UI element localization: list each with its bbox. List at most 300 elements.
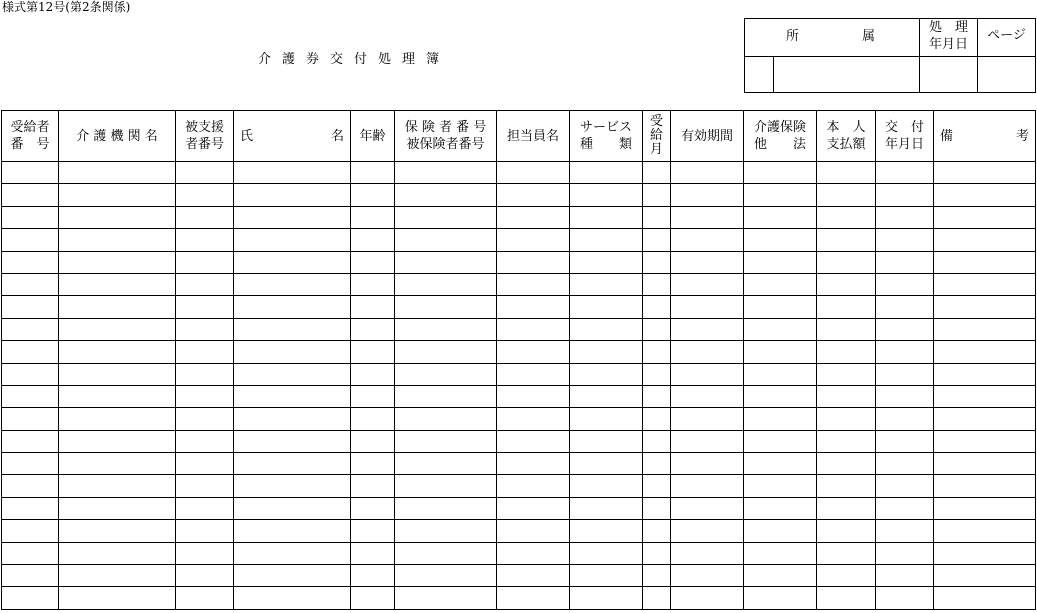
table-cell[interactable] (643, 341, 671, 363)
table-cell[interactable] (234, 318, 351, 340)
table-cell[interactable] (643, 497, 671, 519)
table-cell[interactable] (59, 184, 176, 206)
table-cell[interactable] (671, 184, 744, 206)
table-cell[interactable] (876, 162, 934, 184)
table-cell[interactable] (570, 385, 643, 407)
table-cell[interactable] (671, 453, 744, 475)
table-cell[interactable] (744, 296, 817, 318)
table-cell[interactable] (744, 363, 817, 385)
table-cell[interactable] (234, 542, 351, 564)
table-cell[interactable] (2, 363, 59, 385)
table-cell[interactable] (817, 162, 876, 184)
table-cell[interactable] (176, 497, 234, 519)
table-cell[interactable] (570, 453, 643, 475)
table-cell[interactable] (744, 565, 817, 587)
table-cell[interactable] (395, 565, 497, 587)
table-cell[interactable] (59, 475, 176, 497)
table-cell[interactable] (497, 520, 570, 542)
table-cell[interactable] (744, 520, 817, 542)
table-cell[interactable] (817, 341, 876, 363)
table-cell[interactable] (671, 565, 744, 587)
table-cell[interactable] (671, 206, 744, 228)
table-cell[interactable] (817, 408, 876, 430)
table-cell[interactable] (570, 162, 643, 184)
table-cell[interactable] (59, 430, 176, 452)
table-cell[interactable] (234, 565, 351, 587)
table-cell[interactable] (351, 296, 395, 318)
table-cell[interactable] (744, 542, 817, 564)
table-row (2, 229, 1036, 251)
table-cell[interactable] (2, 251, 59, 273)
table-cell[interactable] (744, 453, 817, 475)
table-cell[interactable] (934, 273, 1036, 295)
table-cell[interactable] (2, 318, 59, 340)
table-cell[interactable] (671, 430, 744, 452)
table-cell[interactable] (395, 184, 497, 206)
table-cell[interactable] (176, 296, 234, 318)
table-cell[interactable] (59, 273, 176, 295)
table-cell[interactable] (643, 273, 671, 295)
table-cell[interactable] (876, 251, 934, 273)
table-cell[interactable] (351, 453, 395, 475)
table-cell[interactable] (643, 430, 671, 452)
col-recipient-number: 受給者 番 号 (2, 111, 59, 162)
table-cell[interactable] (671, 229, 744, 251)
table-row (2, 475, 1036, 497)
table-cell[interactable] (643, 542, 671, 564)
table-cell[interactable] (2, 520, 59, 542)
ledger-body (2, 162, 1036, 610)
table-cell[interactable] (176, 162, 234, 184)
table-cell[interactable] (817, 542, 876, 564)
table-cell[interactable] (395, 296, 497, 318)
table-cell[interactable] (570, 497, 643, 519)
document-title: 介護券交付処理簿 (258, 52, 451, 67)
table-cell[interactable] (570, 475, 643, 497)
table-cell[interactable] (176, 341, 234, 363)
table-cell[interactable] (671, 497, 744, 519)
table-cell[interactable] (497, 184, 570, 206)
table-cell[interactable] (744, 251, 817, 273)
table-cell[interactable] (934, 475, 1036, 497)
table-cell[interactable] (2, 341, 59, 363)
table-cell[interactable] (2, 430, 59, 452)
table-cell[interactable] (234, 520, 351, 542)
table-cell[interactable] (351, 587, 395, 609)
table-cell[interactable] (351, 206, 395, 228)
table-cell[interactable] (744, 430, 817, 452)
table-cell[interactable] (176, 475, 234, 497)
table-cell[interactable] (2, 475, 59, 497)
table-cell[interactable] (497, 341, 570, 363)
col-insurer-number: 保 険 者 番 号 被保険者番号 (395, 111, 497, 162)
table-cell[interactable] (497, 251, 570, 273)
table-cell[interactable] (934, 520, 1036, 542)
table-cell[interactable] (643, 520, 671, 542)
table-cell[interactable] (351, 273, 395, 295)
table-cell[interactable] (395, 251, 497, 273)
table-cell[interactable] (934, 341, 1036, 363)
table-cell[interactable] (395, 430, 497, 452)
table-cell[interactable] (744, 341, 817, 363)
table-cell[interactable] (876, 475, 934, 497)
table-cell[interactable] (2, 408, 59, 430)
table-cell[interactable] (234, 475, 351, 497)
table-cell[interactable] (59, 520, 176, 542)
table-cell[interactable] (643, 453, 671, 475)
table-cell[interactable] (671, 251, 744, 273)
table-cell[interactable] (876, 184, 934, 206)
table-cell[interactable] (643, 363, 671, 385)
table-cell[interactable] (2, 565, 59, 587)
table-cell[interactable] (876, 430, 934, 452)
table-cell[interactable] (234, 453, 351, 475)
table-cell[interactable] (744, 587, 817, 609)
table-cell[interactable] (570, 430, 643, 452)
table-cell[interactable] (59, 408, 176, 430)
table-row (2, 587, 1036, 609)
table-cell[interactable] (817, 565, 876, 587)
table-cell[interactable] (934, 497, 1036, 519)
table-cell[interactable] (744, 318, 817, 340)
table-cell[interactable] (351, 318, 395, 340)
table-cell[interactable] (876, 453, 934, 475)
table-cell[interactable] (2, 453, 59, 475)
table-cell[interactable] (176, 453, 234, 475)
table-cell[interactable] (351, 520, 395, 542)
table-cell[interactable] (176, 229, 234, 251)
table-cell[interactable] (876, 565, 934, 587)
table-cell[interactable] (497, 363, 570, 385)
table-cell[interactable] (817, 318, 876, 340)
table-cell[interactable] (351, 430, 395, 452)
table-cell[interactable] (351, 475, 395, 497)
table-cell[interactable] (876, 587, 934, 609)
table-cell[interactable] (744, 408, 817, 430)
table-cell[interactable] (876, 206, 934, 228)
table-cell[interactable] (497, 475, 570, 497)
table-cell[interactable] (643, 251, 671, 273)
table-cell[interactable] (497, 497, 570, 519)
table-cell[interactable] (817, 206, 876, 228)
table-cell[interactable] (671, 162, 744, 184)
table-cell[interactable] (570, 184, 643, 206)
table-cell[interactable] (59, 385, 176, 407)
table-row (2, 497, 1036, 519)
table-cell[interactable] (395, 385, 497, 407)
table-cell[interactable] (497, 206, 570, 228)
table-cell[interactable] (570, 341, 643, 363)
table-cell[interactable] (176, 408, 234, 430)
table-cell[interactable] (234, 341, 351, 363)
table-cell[interactable] (934, 318, 1036, 340)
col-full-name: 氏 名 (234, 111, 351, 162)
table-cell[interactable] (671, 363, 744, 385)
table-cell[interactable] (817, 475, 876, 497)
table-cell[interactable] (817, 251, 876, 273)
table-cell[interactable] (570, 565, 643, 587)
table-cell[interactable] (497, 453, 570, 475)
table-cell[interactable] (817, 273, 876, 295)
table-cell[interactable] (934, 363, 1036, 385)
table-cell[interactable] (497, 385, 570, 407)
table-cell[interactable] (176, 273, 234, 295)
table-cell[interactable] (234, 273, 351, 295)
table-cell[interactable] (497, 565, 570, 587)
table-cell[interactable] (59, 318, 176, 340)
table-cell[interactable] (643, 296, 671, 318)
table-cell[interactable] (2, 385, 59, 407)
table-cell[interactable] (817, 587, 876, 609)
table-cell[interactable] (671, 385, 744, 407)
table-cell[interactable] (351, 229, 395, 251)
table-cell[interactable] (643, 318, 671, 340)
table-cell[interactable] (671, 296, 744, 318)
table-cell[interactable] (817, 184, 876, 206)
table-cell[interactable] (570, 587, 643, 609)
table-cell[interactable] (671, 475, 744, 497)
table-cell[interactable] (351, 251, 395, 273)
table-row (2, 341, 1036, 363)
table-cell[interactable] (671, 318, 744, 340)
table-cell[interactable] (351, 497, 395, 519)
table-cell[interactable] (876, 497, 934, 519)
table-cell[interactable] (59, 542, 176, 564)
table-cell[interactable] (876, 296, 934, 318)
table-cell[interactable] (234, 385, 351, 407)
table-cell[interactable] (876, 318, 934, 340)
table-cell[interactable] (176, 587, 234, 609)
table-cell[interactable] (643, 475, 671, 497)
table-cell[interactable] (395, 206, 497, 228)
table-cell[interactable] (643, 206, 671, 228)
form-number: 様式第12号(第2条関係) (2, 0, 131, 14)
table-cell[interactable] (176, 430, 234, 452)
table-cell[interactable] (234, 251, 351, 273)
col-care-institution-name: 介 護 機 関 名 (59, 111, 176, 162)
table-cell[interactable] (59, 206, 176, 228)
table-cell[interactable] (643, 385, 671, 407)
table-cell[interactable] (351, 542, 395, 564)
table-cell[interactable] (876, 229, 934, 251)
table-cell[interactable] (817, 453, 876, 475)
table-cell[interactable] (395, 341, 497, 363)
table-cell[interactable] (395, 520, 497, 542)
table-cell[interactable] (395, 273, 497, 295)
table-cell[interactable] (351, 385, 395, 407)
table-cell[interactable] (395, 475, 497, 497)
table-cell[interactable] (934, 565, 1036, 587)
table-cell[interactable] (671, 587, 744, 609)
table-cell[interactable] (817, 430, 876, 452)
table-cell[interactable] (497, 273, 570, 295)
table-cell[interactable] (59, 341, 176, 363)
table-cell[interactable] (234, 363, 351, 385)
table-cell[interactable] (497, 162, 570, 184)
ledger-table (1, 110, 1036, 610)
table-cell[interactable] (934, 587, 1036, 609)
table-cell[interactable] (351, 363, 395, 385)
table-cell[interactable] (570, 318, 643, 340)
table-cell[interactable] (234, 162, 351, 184)
table-cell[interactable] (59, 453, 176, 475)
table-cell[interactable] (934, 206, 1036, 228)
table-cell[interactable] (934, 296, 1036, 318)
table-cell[interactable] (817, 520, 876, 542)
table-cell[interactable] (176, 184, 234, 206)
table-cell[interactable] (671, 273, 744, 295)
table-cell[interactable] (351, 341, 395, 363)
table-cell[interactable] (671, 408, 744, 430)
table-cell[interactable] (176, 565, 234, 587)
table-cell[interactable] (570, 229, 643, 251)
table-cell[interactable] (234, 296, 351, 318)
table-cell[interactable] (744, 206, 817, 228)
table-cell[interactable] (59, 251, 176, 273)
table-cell[interactable] (395, 162, 497, 184)
table-cell[interactable] (176, 520, 234, 542)
table-cell[interactable] (876, 385, 934, 407)
table-cell[interactable] (497, 229, 570, 251)
table-cell[interactable] (59, 587, 176, 609)
table-cell[interactable] (2, 229, 59, 251)
table-cell[interactable] (934, 453, 1036, 475)
table-cell[interactable] (59, 565, 176, 587)
table-cell[interactable] (395, 318, 497, 340)
table-cell[interactable] (643, 162, 671, 184)
table-cell[interactable] (671, 341, 744, 363)
table-cell[interactable] (2, 184, 59, 206)
table-cell[interactable] (876, 363, 934, 385)
table-cell[interactable] (176, 363, 234, 385)
table-cell[interactable] (876, 520, 934, 542)
table-row (2, 363, 1036, 385)
table-cell[interactable] (934, 251, 1036, 273)
table-cell[interactable] (234, 184, 351, 206)
table-cell[interactable] (234, 587, 351, 609)
table-cell[interactable] (817, 363, 876, 385)
header-box (744, 18, 1036, 93)
table-cell[interactable] (570, 296, 643, 318)
table-cell[interactable] (876, 273, 934, 295)
table-cell[interactable] (395, 229, 497, 251)
table-cell[interactable] (59, 162, 176, 184)
table-cell[interactable] (234, 430, 351, 452)
table-row (2, 273, 1036, 295)
table-cell[interactable] (817, 497, 876, 519)
table-cell[interactable] (59, 229, 176, 251)
table-cell[interactable] (351, 565, 395, 587)
table-cell[interactable] (59, 363, 176, 385)
ledger-header-row (2, 111, 1036, 162)
table-cell[interactable] (2, 296, 59, 318)
table-cell[interactable] (934, 430, 1036, 452)
table-cell[interactable] (395, 587, 497, 609)
table-cell[interactable] (744, 184, 817, 206)
table-cell[interactable] (643, 587, 671, 609)
table-cell[interactable] (876, 341, 934, 363)
table-cell[interactable] (934, 229, 1036, 251)
table-cell[interactable] (234, 408, 351, 430)
col-age: 年齢 (351, 111, 395, 162)
table-cell[interactable] (2, 497, 59, 519)
table-cell[interactable] (643, 565, 671, 587)
table-cell[interactable] (570, 273, 643, 295)
table-cell[interactable] (497, 296, 570, 318)
table-cell[interactable] (934, 385, 1036, 407)
table-cell[interactable] (934, 162, 1036, 184)
table-cell[interactable] (351, 184, 395, 206)
table-cell[interactable] (570, 206, 643, 228)
table-cell[interactable] (395, 408, 497, 430)
table-cell[interactable] (876, 408, 934, 430)
table-cell[interactable] (643, 229, 671, 251)
table-cell[interactable] (570, 408, 643, 430)
table-cell[interactable] (934, 408, 1036, 430)
table-cell[interactable] (176, 251, 234, 273)
table-cell[interactable] (497, 318, 570, 340)
table-cell[interactable] (744, 229, 817, 251)
table-cell[interactable] (234, 206, 351, 228)
table-cell[interactable] (2, 587, 59, 609)
table-cell[interactable] (176, 318, 234, 340)
table-cell[interactable] (176, 542, 234, 564)
table-cell[interactable] (497, 430, 570, 452)
table-cell[interactable] (2, 206, 59, 228)
table-cell[interactable] (497, 587, 570, 609)
table-cell[interactable] (497, 542, 570, 564)
table-cell[interactable] (570, 520, 643, 542)
table-cell[interactable] (351, 162, 395, 184)
table-cell[interactable] (59, 497, 176, 519)
table-cell[interactable] (234, 229, 351, 251)
table-cell[interactable] (817, 296, 876, 318)
table-cell[interactable] (570, 542, 643, 564)
table-cell[interactable] (570, 363, 643, 385)
table-cell[interactable] (2, 162, 59, 184)
table-cell[interactable] (395, 363, 497, 385)
table-cell[interactable] (876, 542, 934, 564)
table-cell[interactable] (744, 162, 817, 184)
table-cell[interactable] (395, 542, 497, 564)
table-cell[interactable] (176, 206, 234, 228)
table-cell[interactable] (176, 385, 234, 407)
table-cell[interactable] (497, 408, 570, 430)
table-cell[interactable] (59, 296, 176, 318)
table-cell[interactable] (744, 273, 817, 295)
table-row (2, 453, 1036, 475)
table-cell[interactable] (934, 184, 1036, 206)
table-cell[interactable] (395, 497, 497, 519)
table-cell[interactable] (744, 475, 817, 497)
table-cell[interactable] (2, 273, 59, 295)
table-cell[interactable] (744, 385, 817, 407)
table-cell[interactable] (234, 497, 351, 519)
table-cell[interactable] (817, 385, 876, 407)
table-row (2, 520, 1036, 542)
table-cell[interactable] (395, 453, 497, 475)
table-cell[interactable] (934, 542, 1036, 564)
table-cell[interactable] (2, 542, 59, 564)
table-cell[interactable] (643, 408, 671, 430)
table-cell[interactable] (570, 251, 643, 273)
table-cell[interactable] (744, 497, 817, 519)
table-cell[interactable] (817, 229, 876, 251)
table-cell[interactable] (671, 542, 744, 564)
table-cell[interactable] (671, 520, 744, 542)
table-cell[interactable] (643, 184, 671, 206)
table-cell[interactable] (351, 408, 395, 430)
